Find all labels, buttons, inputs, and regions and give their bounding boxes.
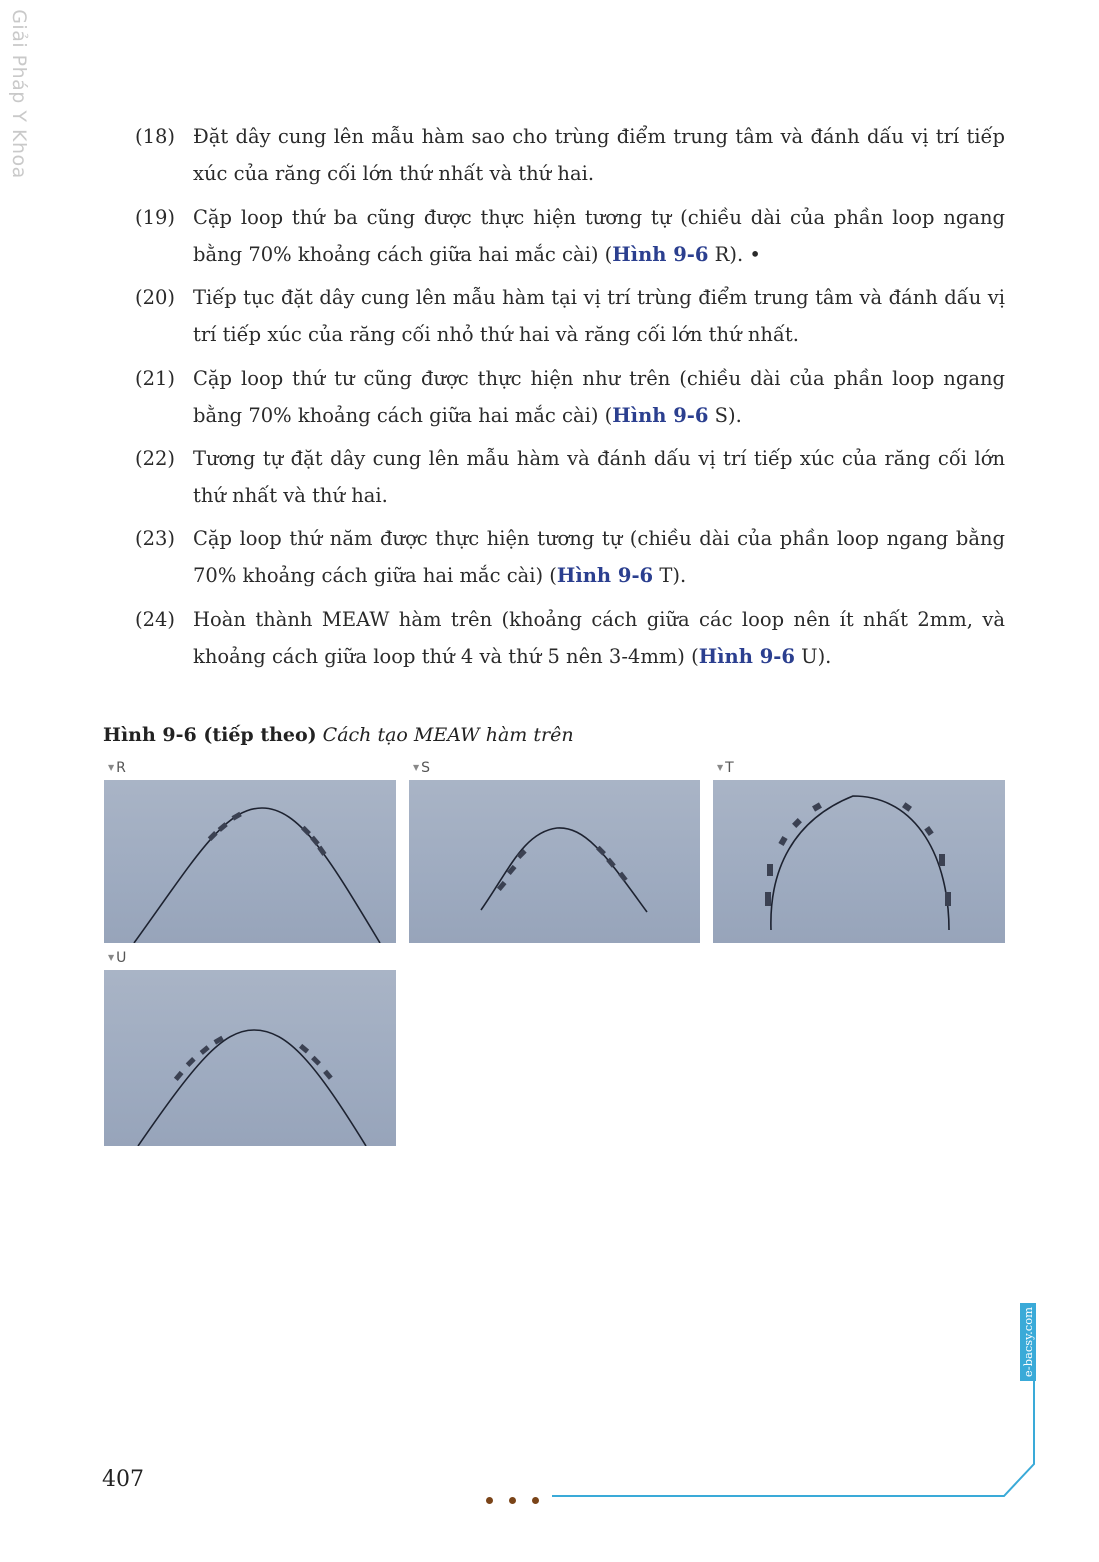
archwire-drawing <box>713 780 1005 943</box>
triangle-down-icon: ▼ <box>108 953 115 962</box>
triangle-down-icon: ▼ <box>413 763 420 772</box>
figure-caption-description: Cách tạo MEAW hàm trên <box>322 724 574 746</box>
page-number: 407 <box>102 1467 144 1492</box>
figure-reference-link[interactable]: Hình 9-6 <box>612 404 709 427</box>
archwire-drawing <box>104 970 396 1146</box>
list-item <box>135 118 1005 192</box>
list-item <box>135 279 1005 353</box>
panel-photo <box>104 970 396 1146</box>
item-text: Tiếp tục đặt dây cung lên mẫu hàm tại vị trí trùng điểm trung tâm và đánh dấu vị trí tiếp xúc của răng cối nhỏ thứ hai và răng cối lớn thứ nhất. <box>193 286 1005 346</box>
panel-label: ▼ R <box>108 760 126 776</box>
archwire-drawing <box>409 780 700 943</box>
panel-label: ▼ S <box>413 760 431 776</box>
side-tab-label: Giải Pháp Y Khoa <box>8 9 30 179</box>
list-item <box>135 440 1005 514</box>
item-number: (23) <box>135 527 176 550</box>
item-number: (22) <box>135 447 176 470</box>
item-text: Tương tự đặt dây cung lên mẫu hàm và đánh dấu vị trí tiếp xúc của răng cối lớn thứ nhất và thứ hai. <box>193 447 1005 507</box>
panel-label: ▼ T <box>717 760 734 776</box>
panel-photo <box>104 780 396 943</box>
item-number: (24) <box>135 608 176 631</box>
decorative-dots <box>486 1489 555 1508</box>
figure-reference-link[interactable]: Hình 9-6 <box>556 564 654 587</box>
item-number: (19) <box>135 206 176 229</box>
figure-caption-title: Hình 9-6 (tiếp theo) <box>103 724 317 746</box>
archwire-drawing <box>104 780 396 943</box>
panel-label: ▼ U <box>108 950 127 966</box>
list-item <box>135 601 1005 675</box>
figure-reference-link[interactable]: Hình 9-6 <box>698 645 795 668</box>
item-text: Hoàn thành MEAW hàm trên (khoảng cách giữa các loop nên ít nhất 2mm, và khoảng cách giữa loop thứ 4 và thứ 5 nên 3-4mm) (Hình 9-6 U). <box>193 608 1005 668</box>
item-number: (18) <box>135 125 176 148</box>
side-tab <box>4 4 34 184</box>
panel-photo <box>713 780 1005 943</box>
panel-photo <box>409 780 700 943</box>
triangle-down-icon: ▼ <box>108 763 115 772</box>
item-text: Cặp loop thứ ba cũng được thực hiện tương tự (chiều dài của phần loop ngang bằng 70% khoảng cách giữa hai mắc cài) (Hình 9-6 R). • <box>193 206 1005 266</box>
brand-label: e-bacsy.com <box>1021 1306 1035 1378</box>
brand-badge <box>1020 1303 1036 1381</box>
triangle-down-icon: ▼ <box>717 763 724 772</box>
list-item <box>135 360 1005 434</box>
item-text: Cặp loop thứ tư cũng được thực hiện như trên (chiều dài của phần loop ngang bằng 70% khoảng cách giữa hai mắc cài) (Hình 9-6 S). <box>193 367 1005 427</box>
list-item <box>135 199 1005 273</box>
figure-panel-t <box>713 760 1005 943</box>
item-text: Đặt dây cung lên mẫu hàm sao cho trùng điểm trung tâm và đánh dấu vị trí tiếp xúc của răng cối lớn thứ nhất và thứ hai. <box>193 125 1005 185</box>
item-text: Cặp loop thứ năm được thực hiện tương tự (chiều dài của phần loop ngang bằng 70% khoảng cách giữa hai mắc cài) (Hình 9-6 T). <box>193 527 1005 587</box>
figure-caption <box>103 724 574 746</box>
list-item <box>135 520 1005 594</box>
figure-panel-u <box>104 950 396 1146</box>
item-number: (20) <box>135 286 176 309</box>
figure-panel-r <box>104 760 396 943</box>
item-number: (21) <box>135 367 176 390</box>
figure-panel-s <box>409 760 700 943</box>
figure-reference-link[interactable]: Hình 9-6 <box>612 243 709 266</box>
